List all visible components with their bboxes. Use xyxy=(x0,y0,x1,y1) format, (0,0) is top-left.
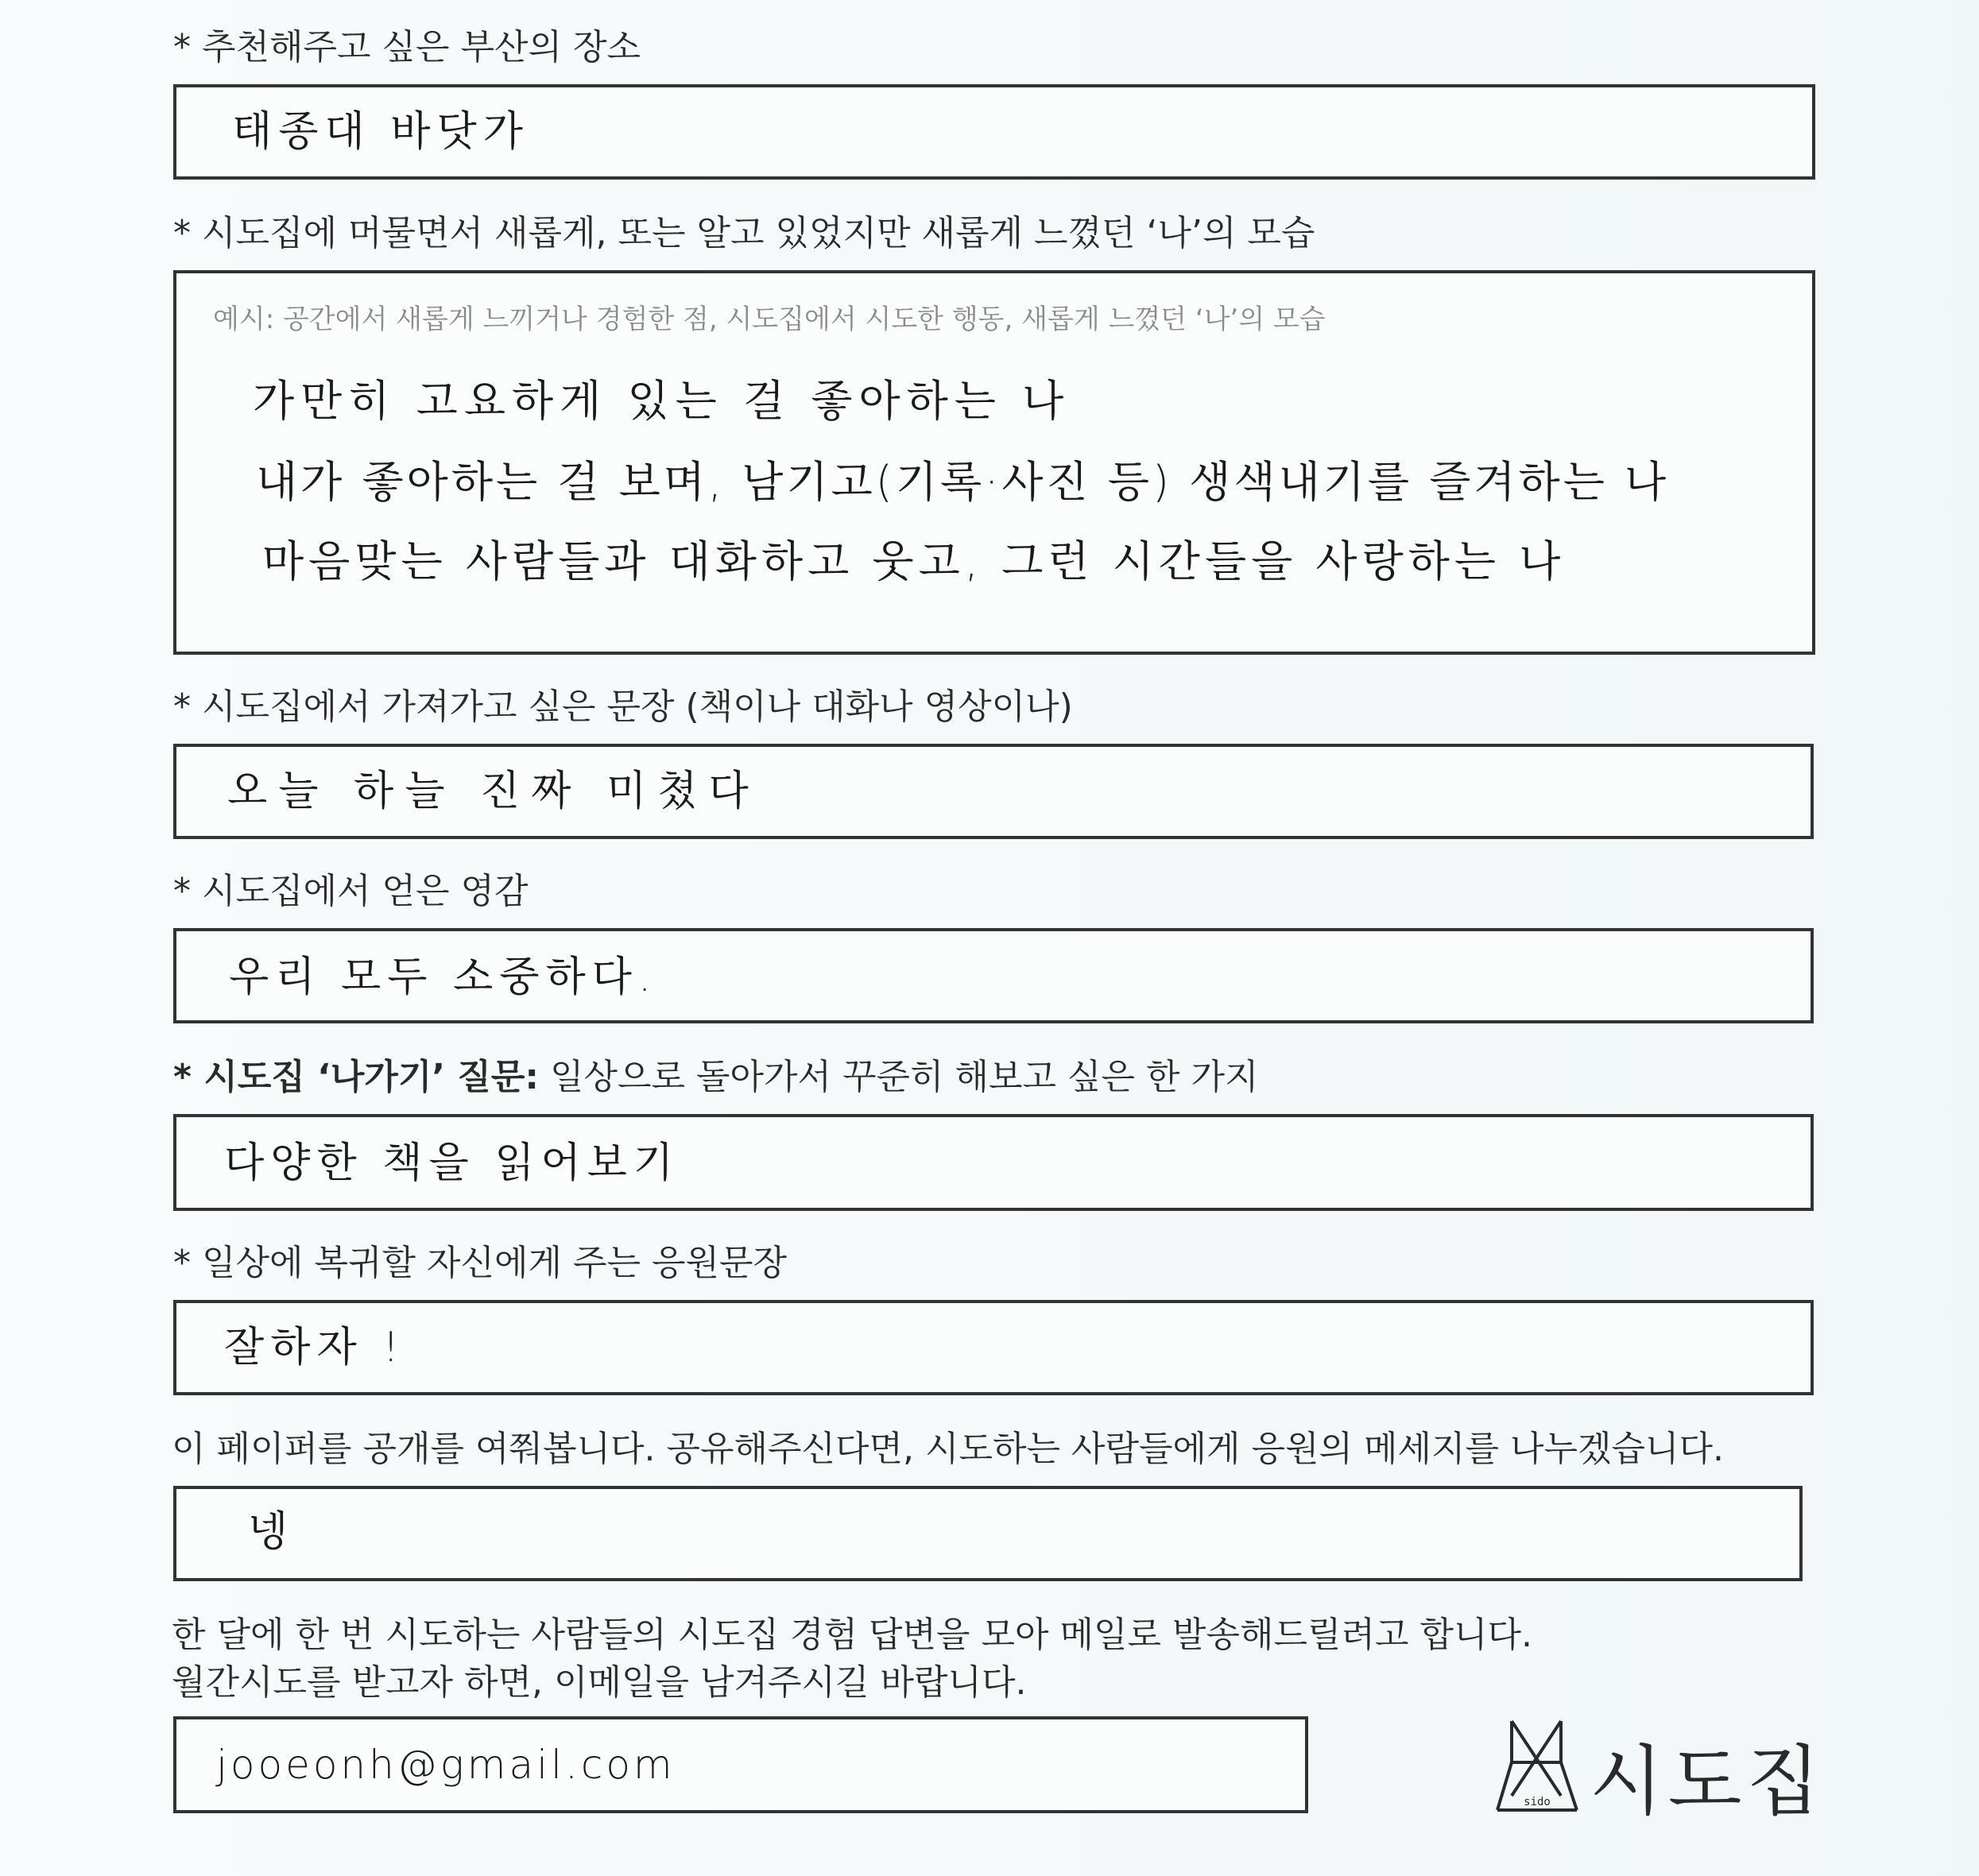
question-recommend-place: * 추천해주고 싶은 부산의 장소 xyxy=(173,27,641,68)
answer-box-email[interactable] xyxy=(173,1716,1308,1813)
answer-cheer: 잘하자 ! xyxy=(224,1324,406,1371)
question-email-line-2: 월간시도를 받고자 하면, 이메일을 남겨주시길 바랍니다. xyxy=(172,1662,1027,1703)
answer-inspiration: 우리 모두 소중하다. xyxy=(229,953,658,1001)
answer-box-sentence[interactable] xyxy=(173,744,1814,839)
answer-box-inspiration[interactable] xyxy=(173,928,1814,1023)
question-exit xyxy=(173,1057,1259,1097)
question-share: 이 페이퍼를 공개를 여쭤봅니다. 공유해주신다면, 시도하는 사람들에게 응원의 메세지를 나누겠습니다. xyxy=(172,1429,1724,1469)
question-cheer: * 일상에 복귀할 자신에게 주는 응원문장 xyxy=(173,1243,787,1283)
question-new-self: * 시도집에 머물면서 새롭게, 또는 알고 있었지만 새롭게 느꼈던 ‘나’의 모습 xyxy=(173,213,1315,253)
answer-box-cheer[interactable] xyxy=(173,1300,1814,1395)
answer-new-self-line-3: 마음맞는 사람들과 대화하고 웃고, 그런 시간들을 사랑하는 나 xyxy=(262,536,1566,586)
answer-box-share[interactable] xyxy=(173,1486,1803,1581)
example-hint: 예시: 공간에서 새롭게 느끼거나 경험한 점, 시도집에서 시도한 행동, 새롭게 느꼈던 ‘나’의 모습 xyxy=(213,304,1326,335)
sido-logo-mark-text: sido xyxy=(1524,1796,1551,1808)
answer-box-recommend-place[interactable] xyxy=(173,84,1815,180)
question-sentence: * 시도집에서 가져가고 싶은 문장 (책이나 대화나 영상이나) xyxy=(173,687,1073,727)
question-email-line-1: 한 달에 한 번 시도하는 사람들의 시도집 경험 답변을 모아 메일로 발송해드릴려고 합니다. xyxy=(172,1615,1532,1655)
question-exit-rest: 일상으로 돌아가서 꾸준히 해보고 싶은 한 가지 xyxy=(539,1057,1259,1097)
answer-email: jooeonh@gmail.com xyxy=(216,1742,676,1788)
sido-logo-text: 시도집 xyxy=(1590,1737,1826,1826)
answer-share: 넹 xyxy=(248,1508,295,1556)
question-inspiration: * 시도집에서 얻은 영감 xyxy=(173,871,529,911)
answer-recommend-place: 태종대 바닷가 xyxy=(232,108,529,156)
sido-logo xyxy=(1494,1716,1828,1826)
answer-box-exit[interactable] xyxy=(173,1114,1814,1211)
answer-new-self-line-1: 가만히 고요하게 있는 걸 좋아하는 나 xyxy=(253,376,1071,426)
answer-sentence: 오늘 하늘 진짜 미쳤다 xyxy=(227,768,760,815)
answer-exit: 다양한 책을 읽어보기 xyxy=(224,1139,680,1187)
sido-logo-mark-icon xyxy=(1494,1716,1582,1820)
answer-box-new-self[interactable] xyxy=(173,270,1815,655)
answer-new-self-line-2: 내가 좋아하는 걸 보며, 남기고(기록·사진 등) 생색내기를 즐겨하는 나 xyxy=(256,457,1670,507)
question-exit-bold: * 시도집 ‘나가기’ 질문: xyxy=(173,1057,540,1097)
